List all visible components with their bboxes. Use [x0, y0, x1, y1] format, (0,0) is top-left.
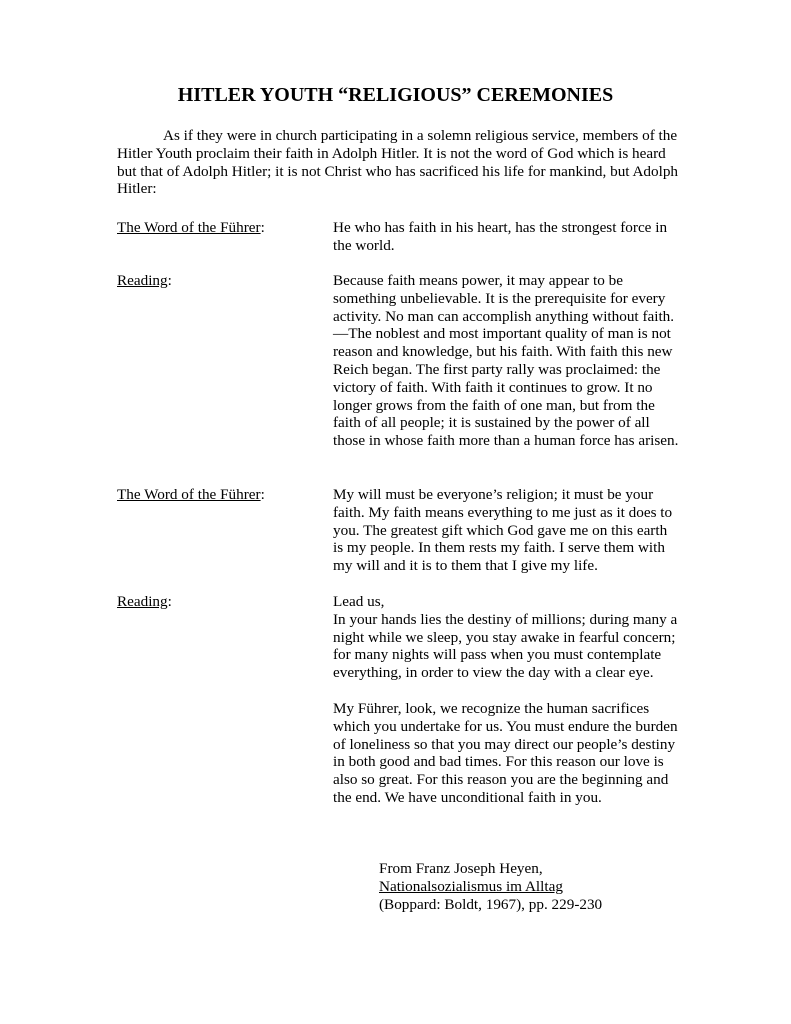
citation-author: From Franz Joseph Heyen,: [379, 860, 543, 877]
entry-paragraph: My will must be everyone’s religion; it must be your faith. My faith means everything to me just as it does to you. The greatest gift which God gave me on this earth is my people. In them rests my faith. I serve them with my will and it is to them that I give my life.: [333, 486, 673, 575]
entry-paragraph: He who has faith in his heart, has the strongest force in the world.: [333, 219, 668, 254]
entry-label: Reading:: [117, 272, 172, 289]
entry-body: [333, 219, 679, 255]
entry-greeting: Lead us,: [333, 593, 385, 610]
entry-label: The Word of the Führer:: [117, 219, 265, 236]
intro-paragraph: As if they were in church participating in a solemn religious service, members of the Hitler Youth proclaim their faith in Adolph Hitler. It is not the word of God which is heard but that of Adolph Hitler; it is not Christ who has sacrificed his life for mankind, but Adolph Hitler:: [117, 127, 679, 198]
entry-paragraph: In your hands lies the destiny of millions; during many a night while we sleep, you stay awake in fearful concern; for many nights will pass when you must contemplate everything, in order to view the day with a clear eye.: [333, 610, 678, 682]
entry-body: [333, 272, 679, 450]
entry-body: [333, 593, 679, 807]
entry-label: Reading:: [117, 593, 172, 610]
entry-paragraph: Because faith means power, it may appear to be something unbelievable. It is the prerequisite for every activity. No man can accomplish anything without faith.—The noblest and most important quality of man is not reason and knowledge, but his faith. With faith this new Reich began. The first party rally was proclaimed: the victory of faith. With faith it continues to grow. It no longer grows from the faith of one man, but from the faith of all people; it is sustained by the power of all those in whose faith more than a human force has arisen.: [333, 272, 679, 450]
entry-paragraph: My Führer, look, we recognize the human sacrifices which you undertake for us. You must endure the burden of loneliness so that you may direct our people’s destiny in both good and bad times. For this reason our love is also so great. For this reason you are the beginning and the end. We have unconditional faith in you.: [333, 699, 678, 806]
citation-book-title: Nationalsozialismus im Alltag: [379, 877, 563, 895]
entry-label: The Word of the Führer:: [117, 486, 265, 503]
entry-body: [333, 486, 679, 575]
source-citation: [379, 860, 602, 913]
document-title: HITLER YOUTH “RELIGIOUS” CEREMONIES: [177, 84, 614, 106]
citation-publication: (Boppard: Boldt, 1967), pp. 229-230: [379, 895, 603, 913]
